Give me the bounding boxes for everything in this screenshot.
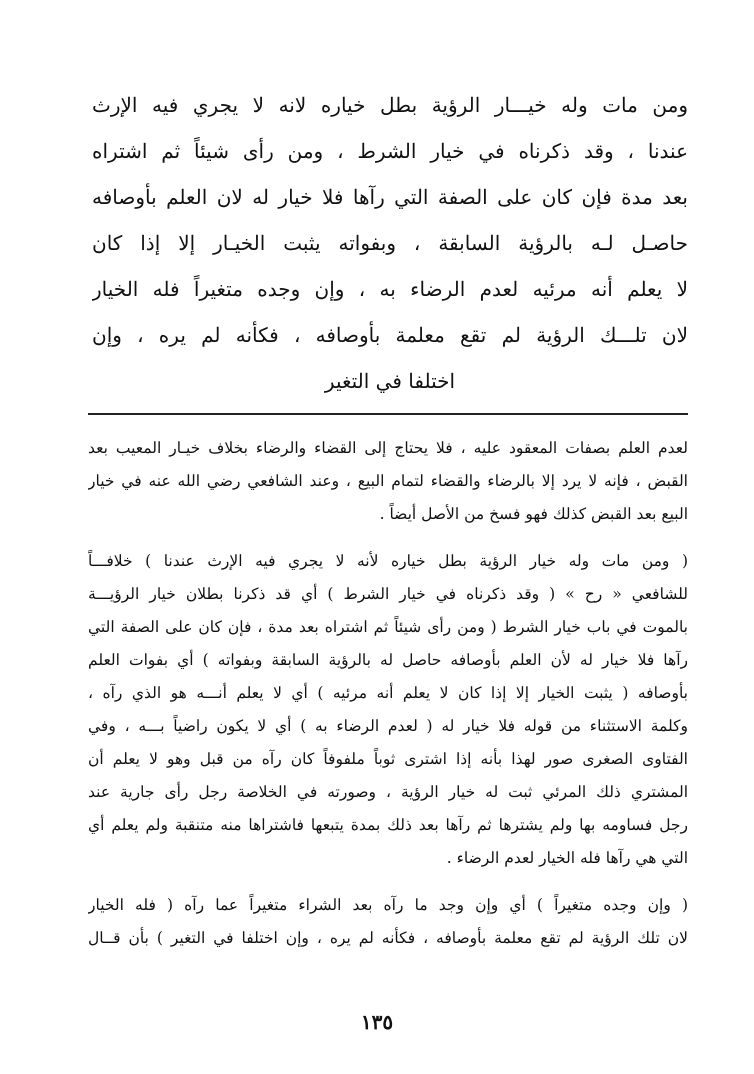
commentary-line: لان تلك الرؤية لم تقع معلمة بأوصافه ، فكأنه لم يره ، وإن اختلفا في التغير ) بأن قــال (88, 929, 688, 947)
commentary-line: ( وإن وجده متغيراً ) أي وإن وجد ما رآه بعد الشراء متغيراً عما رآه ( فله الخيار (88, 896, 688, 914)
commentary-line: رجل فساومه بها ولم يشترها ثم رآها بعد ذلك بمدة يتبعها فاشتراها منه متنقبة ولم يعلم أي (88, 816, 688, 834)
commentary-line: الفتاوى الصغرى صور لهذا بأنه إذا اشترى ثوباً ملفوفاً كان رآه من قبل وهو لا يعلم أن (88, 750, 688, 768)
commentary-line: ( ومن مات وله خيار الرؤية بطل خياره لأنه لا يجري فيه الإرث عندنا ) خلافـــاً (88, 552, 688, 570)
main-text-line: لا يعلم أنه مرئيه لعدم الرضاء به ، وإن وجده متغيراً فله الخيار (92, 277, 688, 301)
commentary-block (88, 432, 688, 955)
commentary-line: بأوصافه ( يثبت الخيار إلا إذا كان لا يعلم أنه مرئيه ) أي لا يعلم أنـــه هو الذي رآه ، (88, 684, 688, 702)
commentary-line: المشتري ذلك المرئي ثبت له خيار الرؤية ، وصورته في الخلاصة رجل رأى جارية عند (88, 783, 688, 801)
main-text-block (92, 82, 688, 404)
commentary-line: للشافعي « رح » ( وقد ذكرناه في خيار الشرط ) أي قد ذكرنا بطلان خيار الرؤيـــة (88, 585, 688, 603)
commentary-paragraph (88, 889, 688, 955)
main-text-line: عندنا ، وقد ذكرناه في خيار الشرط ، ومن رأى شيئاً ثم اشتراه (92, 139, 688, 163)
commentary-line: القبض ، فإنه لا يرد إلا بالرضاء والقضاء لتمام البيع ، وعند الشافعي رضي الله عنه في خيار (88, 472, 688, 490)
commentary-line: البيع بعد القبض كذلك فهو فسخ من الأصل أيضاً . (379, 505, 688, 523)
commentary-paragraph (88, 545, 688, 875)
main-text-line: اختلفا في التغير (324, 369, 456, 393)
commentary-line: التي هي رآها فله الخيار لعدم الرضاء . (446, 849, 688, 867)
commentary-line: رآها فلا خيار له لأن العلم بأوصافه حاصل له بالرؤية السابقة وبفواته ) أي بفوات العلم (88, 651, 688, 669)
main-text-line: ومن مات وله خيـــار الرؤية بطل خياره لانه لا يجري فيه الإرث (92, 93, 688, 117)
main-text-line: حاصـل لـه بالرؤية السابقة ، وبفواته يثبت الخيـار إلا إذا كان (92, 231, 688, 255)
section-divider (88, 413, 688, 415)
commentary-line: بالموت في باب خيار الشرط ( ومن رأى شيئاً ثم اشتراه بعد مدة ، فإن كان على الصفة التي (88, 618, 688, 636)
commentary-line: لعدم العلم بصفات المعقود عليه ، فلا يحتاج إلى القضاء والرضاء بخلاف خيـار المعيب بعد (88, 439, 688, 457)
commentary-line: وكلمة الاستثناء من قوله فلا خيار له ( لعدم الرضاء به ) أي لا يكون راضياً بـــه ، وفي (88, 717, 688, 735)
commentary-paragraph (88, 432, 688, 531)
main-text-line: لان تلـــك الرؤية لم تقع معلمة بأوصافه ، فكأنه لم يره ، وإن (92, 323, 688, 347)
page-number: ١٣٥ (360, 1010, 394, 1034)
main-text-line: بعد مدة فإن كان على الصفة التي رآها فلا خيار له لان العلم بأوصافه (92, 185, 688, 209)
